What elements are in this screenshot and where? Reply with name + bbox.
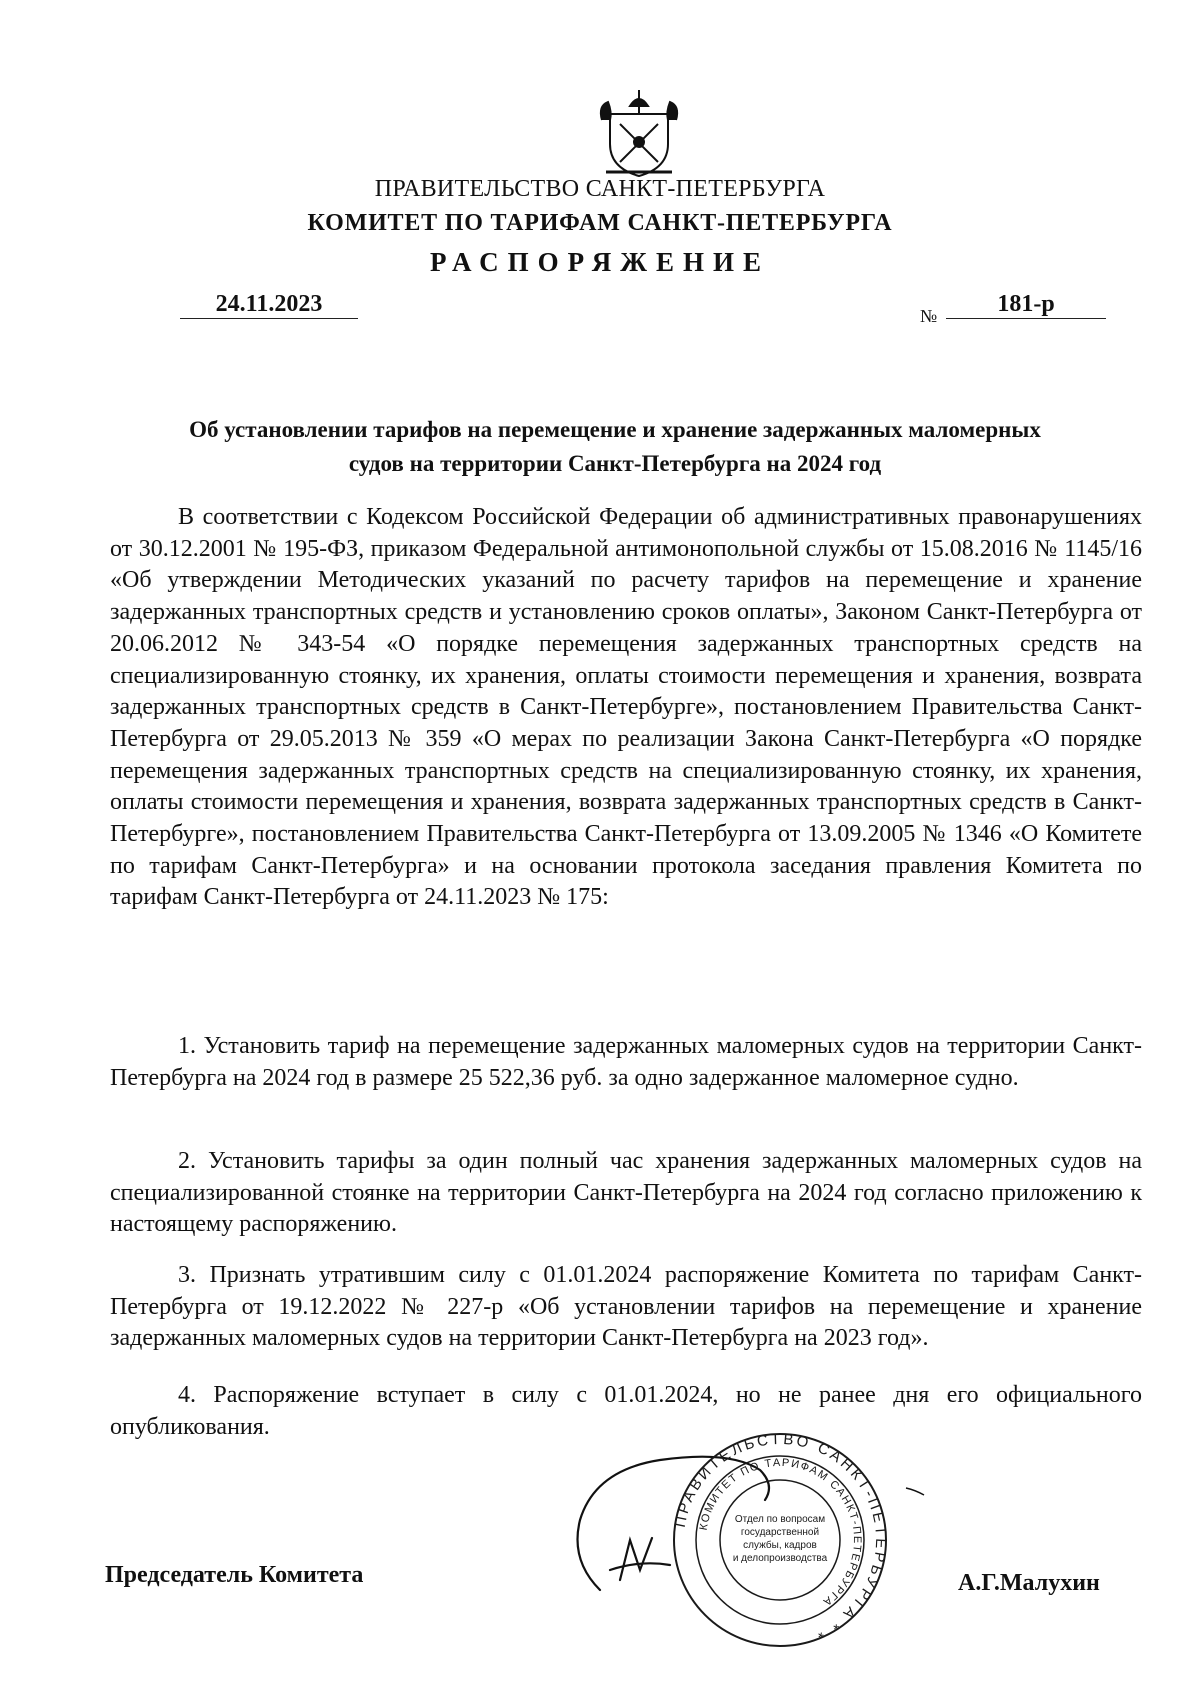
pen-mark (905, 1486, 925, 1496)
point-2-paragraph: 2. Установить тарифы за один полный час хранения задержанных маломерных судов на специализированной стоянке на территории Санкт-Петербурга на 2024 год согласно приложению к настоящему распоряжению. (110, 1148, 1142, 1238)
document-title-line-2: судов на территории Санкт-Петербурга на 2024 год (348, 451, 882, 476)
signatory-position: Председатель Комитета (105, 1562, 364, 1588)
svg-text:ПРАВИТЕЛЬСТВО САНКТ-ПЕТЕРБУРГА: ПРАВИТЕЛЬСТВО САНКТ-ПЕТЕРБУРГА * * (671, 1430, 890, 1643)
svg-text:государственной: государственной (740, 1527, 820, 1538)
number-value: 181-р (946, 290, 1106, 319)
svg-text:Отдел по вопросам: Отдел по вопросам (734, 1514, 826, 1525)
point-1-paragraph: 1. Установить тариф на перемещение задержанных маломерных судов на территории Санкт-Петербурга на 2024 год в размере 25 522,36 руб. за одно задержанное маломерное судно. (110, 1033, 1142, 1091)
committee-heading: КОМИТЕТ ПО ТАРИФАМ САНКТ-ПЕТЕРБУРГА (307, 210, 893, 236)
svg-text:и делопроизводства: и делопроизводства (732, 1553, 828, 1564)
point-3-paragraph: 3. Признать утратившим силу с 01.01.2024 распоряжение Комитета по тарифам Санкт-Петербурга от 19.12.2022 № 227-р «Об установлении тарифов на перемещение и хранение задержанных маломерных судов на территории Санкт-Петербурга на 2023 год». (110, 1262, 1142, 1352)
document-date: 24.11.2023 (180, 290, 358, 319)
number-label: № (920, 306, 938, 326)
official-stamp-seal (670, 1430, 890, 1650)
government-heading: ПРАВИТЕЛЬСТВО САНКТ-ПЕТЕРБУРГА (374, 176, 826, 202)
document-title-line-1: Об установлении тарифов на перемещение и хранение задержанных маломерных (189, 417, 1041, 442)
document-type-heading: РАСПОРЯЖЕНИЕ (429, 247, 771, 277)
svg-text:КОМИТЕТ ПО ТАРИФАМ САНКТ-ПЕТЕР: КОМИТЕТ ПО ТАРИФАМ САНКТ-ПЕТЕРБУРГА (697, 1456, 864, 1609)
spb-coat-of-arms-icon (596, 84, 682, 180)
preamble-paragraph: В соответствии с Кодексом Российской Федерации об административных правонарушениях от 30.12.2001 № 195-ФЗ, приказом Федеральной антимонопольной службы от 15.08.2016 № 1145/16 «Об утверждении Методических указаний по расчету тарифов на перемещение и хранение задержанных транспортных средств и установлению сроков оплаты», Законом Санкт-Петербурга от 20.06.2012 № 343-54 «О порядке перемещения задержанных транспортных средств на специализированную стоянку, их хранения, оплаты стоимости перемещения и хранения, возврата задержанных транспортных средств в Санкт-Петербурге», постановлением Правительства Санкт-Петербурга от 29.05.2013 № 359 «О мерах по реализации Закона Санкт-Петербурга «О порядке перемещения задержанных транспортных средств на специализированную стоянку, их хранения, оплаты стоимости перемещения и хранения, возврата задержанных транспортных средств в Санкт-Петербурге», постановлением Правительства Санкт-Петербурга от 13.09.2005 № 1346 «О Комитете по тарифам Санкт-Петербурга» и на основании протокола заседания правления Комитета по тарифам Санкт-Петербурга от 24.11.2023 № 175: (110, 504, 1142, 911)
svg-text:службы, кадров: службы, кадров (743, 1540, 817, 1551)
signatory-name: А.Г.Малухин (958, 1570, 1100, 1596)
point-4-paragraph: 4. Распоряжение вступает в силу с 01.01.2024, но не ранее дня его официального опубликования. (110, 1382, 1142, 1440)
